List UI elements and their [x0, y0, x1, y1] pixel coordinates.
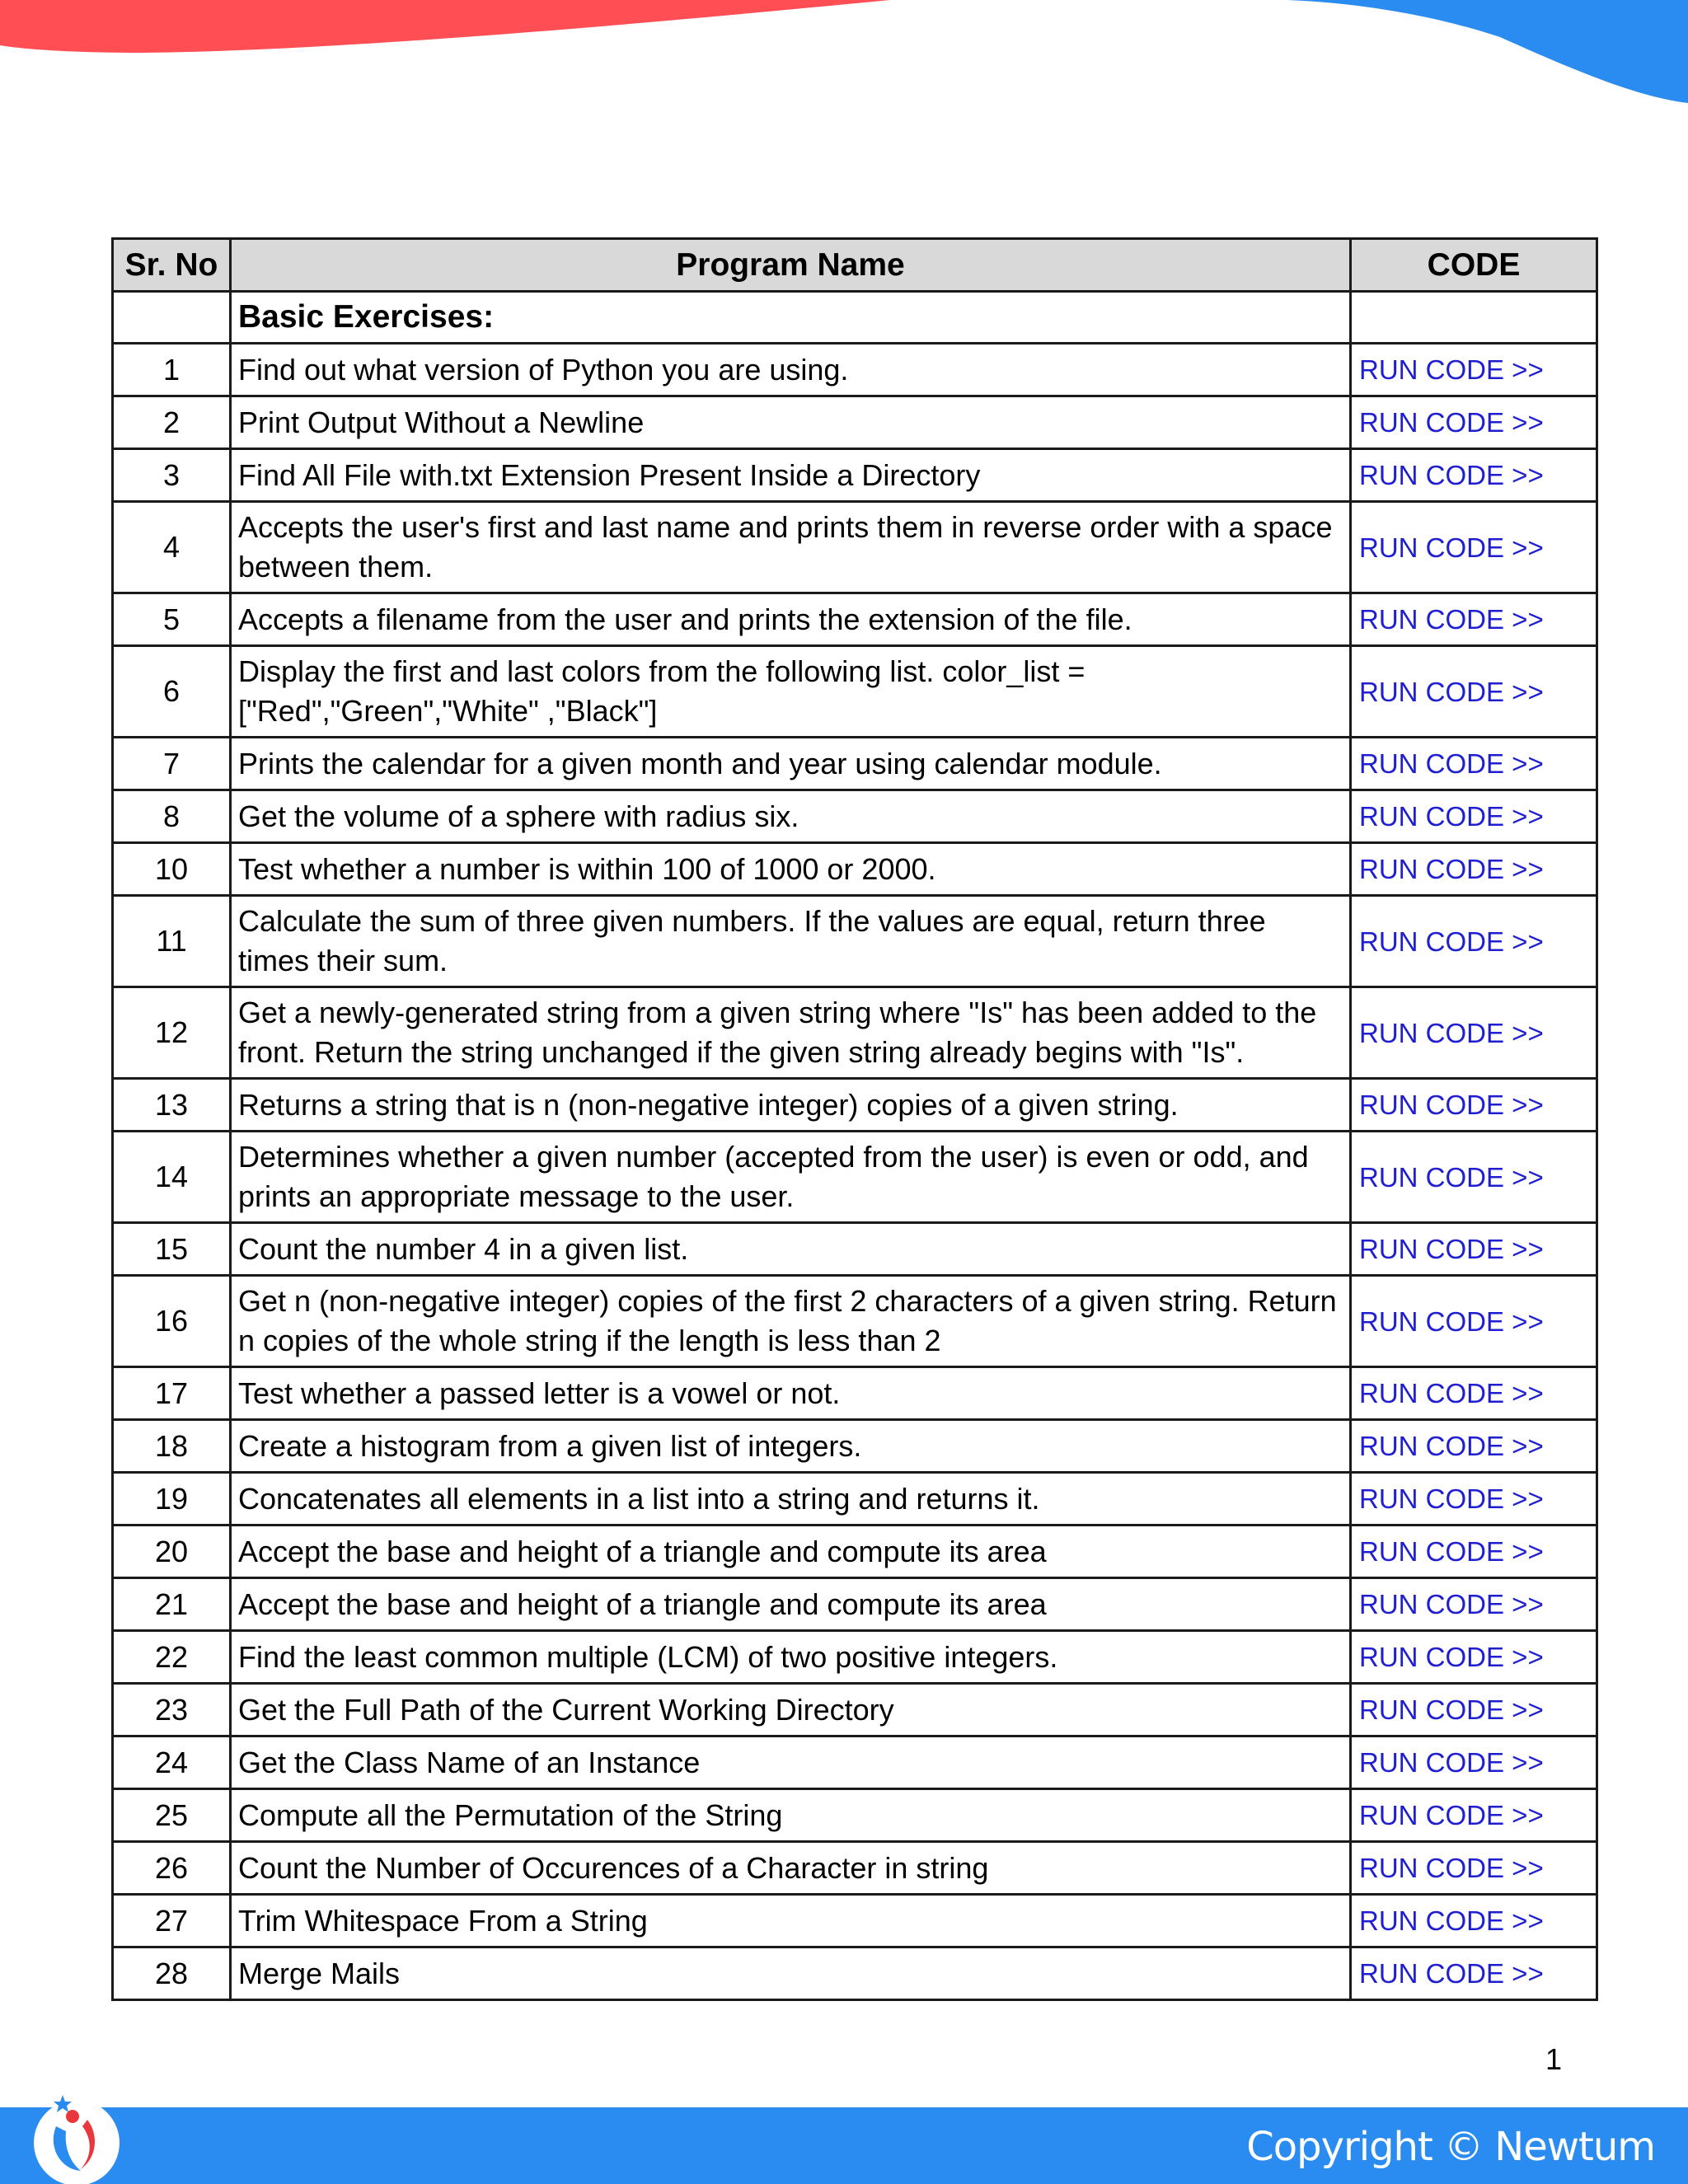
- run-code-link[interactable]: RUN CODE >>: [1359, 407, 1544, 438]
- program-name: Find All File with.txt Extension Present Inside a Directory: [231, 449, 1351, 502]
- table-row: [113, 1079, 1597, 1132]
- run-code-link[interactable]: RUN CODE >>: [1359, 1853, 1544, 1883]
- row-number: 4: [113, 502, 231, 593]
- page-number: 1: [1545, 2042, 1563, 2076]
- program-name: Calculate the sum of three given numbers. If the values are equal, return three times their sum.: [231, 896, 1351, 987]
- code-cell: [1351, 1420, 1597, 1473]
- row-number: 22: [113, 1631, 231, 1684]
- program-name: Compute all the Permutation of the String: [231, 1789, 1351, 1842]
- code-cell: [1351, 896, 1597, 987]
- row-number: 13: [113, 1079, 231, 1132]
- run-code-link[interactable]: RUN CODE >>: [1359, 1905, 1544, 1936]
- code-cell: [1351, 1223, 1597, 1276]
- row-number: 6: [113, 646, 231, 738]
- code-cell: [1351, 1736, 1597, 1789]
- code-cell: [1351, 1895, 1597, 1947]
- run-code-link[interactable]: RUN CODE >>: [1359, 1378, 1544, 1408]
- code-cell: [1351, 790, 1597, 843]
- header-wave-decoration: [0, 0, 1688, 115]
- newtum-logo-icon: [23, 2077, 130, 2184]
- program-name: Count the Number of Occurences of a Character in string: [231, 1842, 1351, 1895]
- code-cell: [1351, 1578, 1597, 1631]
- table-row: [113, 790, 1597, 843]
- table-row: [113, 1631, 1597, 1684]
- table-row: [113, 738, 1597, 790]
- run-code-link[interactable]: RUN CODE >>: [1359, 748, 1544, 779]
- table-row: [113, 1420, 1597, 1473]
- code-cell: [1351, 1367, 1597, 1420]
- code-cell: [1351, 1684, 1597, 1736]
- code-cell: [1351, 396, 1597, 449]
- program-table: [111, 237, 1598, 2001]
- row-number: 15: [113, 1223, 231, 1276]
- copyright-text: Copyright © Newtum: [1246, 2124, 1655, 2170]
- program-name: Test whether a passed letter is a vowel or not.: [231, 1367, 1351, 1420]
- table-row: [113, 896, 1597, 987]
- program-name: Find the least common multiple (LCM) of two positive integers.: [231, 1631, 1351, 1684]
- table-row: [113, 449, 1597, 502]
- row-number: 5: [113, 593, 231, 646]
- run-code-link[interactable]: RUN CODE >>: [1359, 1305, 1544, 1337]
- run-code-link[interactable]: RUN CODE >>: [1359, 1694, 1544, 1725]
- table-row: [113, 843, 1597, 896]
- table-row: [113, 1223, 1597, 1276]
- table-row: [113, 1736, 1597, 1789]
- table-row: [113, 502, 1597, 593]
- code-cell: [1351, 738, 1597, 790]
- row-number: 14: [113, 1132, 231, 1223]
- program-name: Create a histogram from a given list of integers.: [231, 1420, 1351, 1473]
- program-name: Get a newly-generated string from a given string where "Is" has been added to the front. Return the string unchanged if the given string already begins with "Is".: [231, 987, 1351, 1079]
- row-number: 2: [113, 396, 231, 449]
- table-row: [113, 1367, 1597, 1420]
- table-row: [113, 1947, 1597, 2000]
- row-number: 28: [113, 1947, 231, 2000]
- run-code-link[interactable]: RUN CODE >>: [1359, 1161, 1544, 1193]
- table-row: [113, 593, 1597, 646]
- code-cell: [1351, 1276, 1597, 1367]
- row-number: 1: [113, 344, 231, 396]
- header-program-name: Program Name: [231, 239, 1351, 292]
- table-row: [113, 1684, 1597, 1736]
- code-cell: [1351, 1526, 1597, 1578]
- table-row: [113, 1789, 1597, 1842]
- row-number: 18: [113, 1420, 231, 1473]
- header-code: CODE: [1351, 239, 1597, 292]
- table-header-row: [113, 239, 1597, 292]
- row-number: 8: [113, 790, 231, 843]
- run-code-link[interactable]: RUN CODE >>: [1359, 1642, 1544, 1672]
- run-code-link[interactable]: RUN CODE >>: [1359, 460, 1544, 490]
- program-name: Get the Class Name of an Instance: [231, 1736, 1351, 1789]
- row-number: 16: [113, 1276, 231, 1367]
- row-number: 24: [113, 1736, 231, 1789]
- table-row: [113, 1842, 1597, 1895]
- program-name: Get the volume of a sphere with radius six.: [231, 790, 1351, 843]
- program-name: Find out what version of Python you are using.: [231, 344, 1351, 396]
- row-number: 3: [113, 449, 231, 502]
- row-number: 19: [113, 1473, 231, 1526]
- run-code-link[interactable]: RUN CODE >>: [1359, 1234, 1544, 1264]
- run-code-link[interactable]: RUN CODE >>: [1359, 1747, 1544, 1778]
- row-number: 26: [113, 1842, 231, 1895]
- run-code-link[interactable]: RUN CODE >>: [1359, 604, 1544, 635]
- table-row: [113, 987, 1597, 1079]
- program-name: Prints the calendar for a given month and year using calendar module.: [231, 738, 1351, 790]
- table-row: [113, 1895, 1597, 1947]
- program-name: Get the Full Path of the Current Working Directory: [231, 1684, 1351, 1736]
- table-row: [113, 1526, 1597, 1578]
- section-title: Basic Exercises:: [231, 292, 1351, 344]
- row-number: 10: [113, 843, 231, 896]
- code-cell: [1351, 593, 1597, 646]
- row-number: 20: [113, 1526, 231, 1578]
- code-cell: [1351, 1473, 1597, 1526]
- header-sr-no: Sr. No: [113, 239, 231, 292]
- run-code-link[interactable]: RUN CODE >>: [1359, 1017, 1544, 1048]
- program-name: Accept the base and height of a triangle and compute its area: [231, 1526, 1351, 1578]
- run-code-link[interactable]: RUN CODE >>: [1359, 854, 1544, 884]
- program-name: Test whether a number is within 100 of 1000 or 2000.: [231, 843, 1351, 896]
- table-row: [113, 396, 1597, 449]
- run-code-link[interactable]: RUN CODE >>: [1359, 676, 1544, 707]
- row-number: 12: [113, 987, 231, 1079]
- run-code-link[interactable]: RUN CODE >>: [1359, 926, 1544, 957]
- program-name: Accept the base and height of a triangle and compute its area: [231, 1578, 1351, 1631]
- run-code-link[interactable]: RUN CODE >>: [1359, 1090, 1544, 1120]
- program-name: Returns a string that is n (non-negative integer) copies of a given string.: [231, 1079, 1351, 1132]
- program-name: Trim Whitespace From a String: [231, 1895, 1351, 1947]
- code-cell: [1351, 449, 1597, 502]
- program-name: Count the number 4 in a given list.: [231, 1223, 1351, 1276]
- program-name: Display the first and last colors from the following list. color_list = ["Red","Green","White" ,"Black"]: [231, 646, 1351, 738]
- code-cell: [1351, 1132, 1597, 1223]
- code-cell: [1351, 1842, 1597, 1895]
- code-cell: [1351, 646, 1597, 738]
- code-cell: [1351, 987, 1597, 1079]
- program-name: Accepts a filename from the user and prints the extension of the file.: [231, 593, 1351, 646]
- run-code-link[interactable]: RUN CODE >>: [1359, 1536, 1544, 1567]
- table-row: [113, 1132, 1597, 1223]
- program-name: Print Output Without a Newline: [231, 396, 1351, 449]
- blue-wave: [1286, 0, 1688, 103]
- table-row: [113, 1473, 1597, 1526]
- program-name: Get n (non-negative integer) copies of the first 2 characters of a given string. Return n copies of the whole string if the length is less than 2: [231, 1276, 1351, 1367]
- code-cell: [1351, 1631, 1597, 1684]
- program-name: Merge Mails: [231, 1947, 1351, 2000]
- table-row: [113, 1578, 1597, 1631]
- code-cell: [1351, 843, 1597, 896]
- program-name: Accepts the user's first and last name and prints them in reverse order with a space between them.: [231, 502, 1351, 593]
- row-number: 7: [113, 738, 231, 790]
- code-cell: [1351, 344, 1597, 396]
- row-number: 27: [113, 1895, 231, 1947]
- row-number: 11: [113, 896, 231, 987]
- run-code-link[interactable]: RUN CODE >>: [1359, 354, 1544, 385]
- code-cell: [1351, 1789, 1597, 1842]
- code-cell: [1351, 1947, 1597, 2000]
- table-row: [113, 344, 1597, 396]
- code-cell: [1351, 502, 1597, 593]
- row-number: 25: [113, 1789, 231, 1842]
- section-code-cell: [1351, 292, 1597, 344]
- run-code-link[interactable]: RUN CODE >>: [1359, 1431, 1544, 1461]
- red-wave: [0, 0, 890, 53]
- program-name: Determines whether a given number (accepted from the user) is even or odd, and prints an appropriate message to the user.: [231, 1132, 1351, 1223]
- run-code-link[interactable]: RUN CODE >>: [1359, 1483, 1544, 1514]
- program-name: Concatenates all elements in a list into a string and returns it.: [231, 1473, 1351, 1526]
- run-code-link[interactable]: RUN CODE >>: [1359, 801, 1544, 832]
- row-number: 17: [113, 1367, 231, 1420]
- run-code-link[interactable]: RUN CODE >>: [1359, 532, 1544, 563]
- code-cell: [1351, 1079, 1597, 1132]
- run-code-link[interactable]: RUN CODE >>: [1359, 1958, 1544, 1989]
- table-row: [113, 646, 1597, 738]
- run-code-link[interactable]: RUN CODE >>: [1359, 1589, 1544, 1619]
- row-number: 21: [113, 1578, 231, 1631]
- row-number: 23: [113, 1684, 231, 1736]
- table-row: [113, 1276, 1597, 1367]
- run-code-link[interactable]: RUN CODE >>: [1359, 1800, 1544, 1830]
- section-num-cell: [113, 292, 231, 344]
- section-row: [113, 292, 1597, 344]
